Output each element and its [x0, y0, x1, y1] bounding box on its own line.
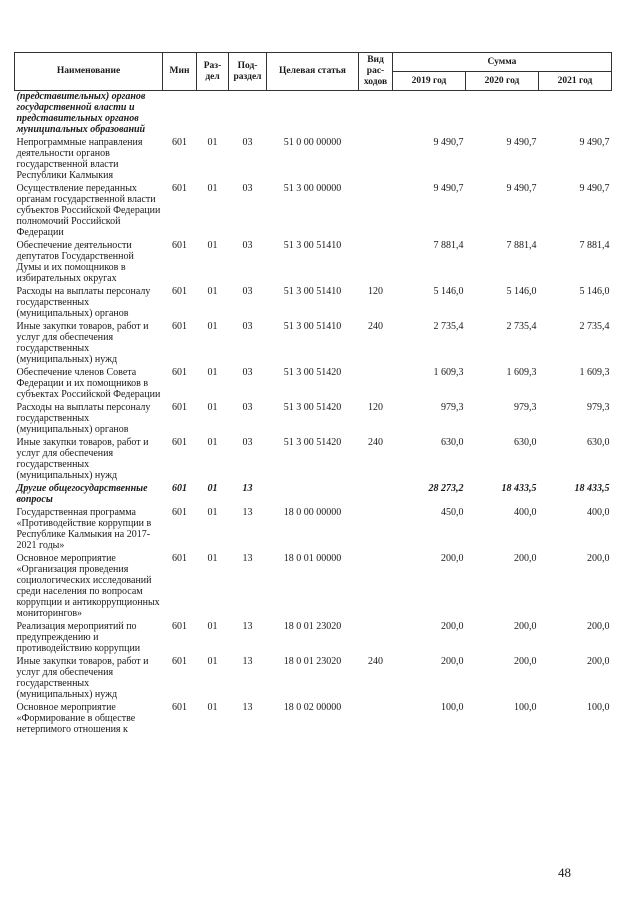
cell-vid: [359, 619, 393, 654]
cell-2020: 400,0: [514, 507, 537, 518]
table-row: [15, 619, 612, 654]
cell-target: 51 3 00 51410: [283, 321, 342, 332]
cell-2020: 9 490,7: [506, 137, 537, 148]
cell-vid: [359, 505, 393, 551]
cell-podrazdel: 13: [242, 621, 253, 632]
table-row: [15, 505, 612, 551]
cell-target: 51 3 00 51410: [283, 240, 342, 251]
cell-podrazdel: 03: [242, 367, 253, 378]
cell-name: Иные закупки товаров, работ и услуг для обеспечения государственных (муниципальных) нужд: [16, 437, 149, 481]
cell-podrazdel: 03: [242, 286, 253, 297]
cell-2020: 200,0: [514, 621, 537, 632]
cell-name: Другие общегосударственные вопросы: [16, 483, 148, 505]
cell-razdel: 01: [207, 483, 218, 494]
cell-min: 601: [172, 402, 187, 413]
cell-2021: 7 881,4: [579, 240, 610, 251]
cell-2019: 5 146,0: [433, 286, 464, 297]
cell-podrazdel: 13: [242, 507, 253, 518]
cell-razdel: 01: [207, 137, 218, 148]
cell-name: Обеспечение деятельности депутатов Государственной Думы и их помощников в избирательных округах: [16, 240, 134, 284]
table-row: [15, 284, 612, 319]
cell-2021: 100,0: [587, 702, 610, 713]
cell-vid: [359, 91, 393, 136]
page-number: 48: [558, 865, 571, 880]
cell-podrazdel: 03: [242, 183, 253, 194]
cell-target: 51 3 00 51420: [283, 437, 342, 448]
cell-name: Основное мероприятие «Формирование в обществе нетерпимого отношения к: [16, 702, 136, 735]
table-row: [15, 91, 612, 136]
cell-vid: 120: [368, 402, 383, 413]
cell-2021: 9 490,7: [579, 183, 610, 194]
cell-podrazdel: 03: [242, 402, 253, 413]
cell-podrazdel: 13: [242, 553, 253, 564]
cell-razdel: 01: [207, 240, 218, 251]
cell-2021: 200,0: [587, 656, 610, 667]
cell-razdel: 01: [207, 553, 218, 564]
cell-target: 18 0 01 23020: [283, 621, 342, 632]
cell-name: Расходы на выплаты персоналу государственных (муниципальных) органов: [16, 286, 151, 319]
cell-vid: [359, 700, 393, 735]
cell-razdel: 01: [207, 702, 218, 713]
cell-razdel: 01: [207, 402, 218, 413]
cell-name: Реализация мероприятий по предупреждению и противодействию коррупции: [16, 621, 141, 654]
cell-podrazdel: [229, 91, 267, 136]
cell-2021: 5 146,0: [579, 286, 610, 297]
cell-razdel: 01: [207, 183, 218, 194]
cell-vid: 240: [368, 321, 383, 332]
table-row: [15, 700, 612, 735]
table-row: [15, 238, 612, 284]
cell-2021: 200,0: [587, 553, 610, 564]
cell-name: Государственная программа «Противодействие коррупции в Республике Калмыкия на 2017-2021 годы»: [16, 507, 152, 551]
cell-2020: 200,0: [514, 656, 537, 667]
cell-2019: 979,3: [441, 402, 464, 413]
cell-min: 601: [172, 507, 187, 518]
cell-min: 601: [172, 286, 187, 297]
table-row: [15, 551, 612, 619]
cell-target: [267, 91, 359, 136]
table-row: [15, 365, 612, 400]
cell-2020: 2 735,4: [506, 321, 537, 332]
cell-vid: 240: [368, 656, 383, 667]
cell-name: Иные закупки товаров, работ и услуг для обеспечения государственных (муниципальных) нужд: [16, 321, 149, 365]
cell-target: 51 3 00 51420: [283, 402, 342, 413]
header-year-2021: 2021 год: [539, 72, 612, 91]
cell-2020: 18 433,5: [501, 483, 537, 494]
cell-razdel: 01: [207, 656, 218, 667]
cell-target: 18 0 02 00000: [283, 702, 342, 713]
table-row: [15, 400, 612, 435]
header-sum: Сумма: [393, 53, 612, 72]
cell-2020: 630,0: [514, 437, 537, 448]
cell-min: 601: [172, 621, 187, 632]
header-min: Мин: [163, 53, 197, 91]
cell-2020: 979,3: [514, 402, 537, 413]
cell-2019: 200,0: [441, 621, 464, 632]
cell-target: 51 3 00 00000: [283, 183, 342, 194]
cell-2021: 1 609,3: [579, 367, 610, 378]
cell-2021: 200,0: [587, 621, 610, 632]
cell-razdel: 01: [207, 286, 218, 297]
table-row: [15, 481, 612, 505]
cell-2020: 100,0: [514, 702, 537, 713]
header-name: Наименование: [15, 53, 163, 91]
cell-podrazdel: 13: [242, 656, 253, 667]
cell-min: 601: [172, 483, 187, 494]
cell-2019: 28 273,2: [428, 483, 464, 494]
cell-razdel: 01: [207, 507, 218, 518]
cell-vid: [359, 238, 393, 284]
cell-2019: 7 881,4: [433, 240, 464, 251]
cell-min: 601: [172, 702, 187, 713]
table-row: [15, 435, 612, 481]
cell-2020: [466, 91, 539, 136]
cell-2019: [393, 91, 466, 136]
cell-2019: 200,0: [441, 553, 464, 564]
cell-target: 51 3 00 51420: [283, 367, 342, 378]
cell-razdel: [197, 91, 229, 136]
cell-name: Обеспечение членов Совета Федерации и их помощников в субъектах Российской Федерации: [16, 367, 161, 400]
table-row: [15, 654, 612, 700]
cell-min: 601: [172, 321, 187, 332]
cell-podrazdel: 13: [242, 702, 253, 713]
cell-min: 601: [172, 656, 187, 667]
cell-name: Основное мероприятие «Организация проведения социологических исследований среди населения по вопросам коррупции и антикоррупционных мониторингов»: [16, 553, 160, 619]
cell-min: [163, 91, 197, 136]
cell-2020: 5 146,0: [506, 286, 537, 297]
cell-target: 18 0 01 23020: [283, 656, 342, 667]
cell-razdel: 01: [207, 437, 218, 448]
cell-target: 51 3 00 51410: [283, 286, 342, 297]
cell-name: (представительных) органов государственной власти и представительных органов муниципальных образований: [16, 91, 146, 135]
cell-2019: 630,0: [441, 437, 464, 448]
cell-podrazdel: 03: [242, 437, 253, 448]
cell-target: 18 0 00 00000: [283, 507, 342, 518]
cell-razdel: 01: [207, 321, 218, 332]
cell-2020: 9 490,7: [506, 183, 537, 194]
cell-2021: 9 490,7: [579, 137, 610, 148]
table-row: [15, 319, 612, 365]
cell-name: Осуществление переданных органам государственной власти субъектов Российской Федерации полномочий Российской Федерации: [16, 183, 161, 238]
cell-razdel: 01: [207, 621, 218, 632]
table-row: [15, 135, 612, 181]
cell-min: 601: [172, 437, 187, 448]
cell-vid: [359, 365, 393, 400]
cell-min: 601: [172, 367, 187, 378]
header-podrazdel: Под-раздел: [229, 53, 267, 91]
cell-2021: 979,3: [587, 402, 610, 413]
table-row: [15, 181, 612, 238]
header-year-2019: 2019 год: [393, 72, 466, 91]
cell-podrazdel: 13: [242, 483, 253, 494]
cell-2021: [539, 91, 612, 136]
cell-podrazdel: 03: [242, 137, 253, 148]
cell-vid: 120: [368, 286, 383, 297]
header-razdel: Раз-дел: [197, 53, 229, 91]
cell-vid: [359, 181, 393, 238]
cell-vid: 240: [368, 437, 383, 448]
cell-2019: 9 490,7: [433, 183, 464, 194]
cell-razdel: 01: [207, 367, 218, 378]
cell-2020: 200,0: [514, 553, 537, 564]
cell-min: 601: [172, 240, 187, 251]
header-vid: Вид рас-ходов: [359, 53, 393, 91]
cell-target: [267, 481, 359, 505]
cell-podrazdel: 03: [242, 321, 253, 332]
cell-vid: [359, 135, 393, 181]
cell-2021: 400,0: [587, 507, 610, 518]
cell-vid: [359, 551, 393, 619]
cell-2020: 7 881,4: [506, 240, 537, 251]
cell-min: 601: [172, 137, 187, 148]
cell-2019: 9 490,7: [433, 137, 464, 148]
cell-name: Расходы на выплаты персоналу государственных (муниципальных) органов: [16, 402, 151, 435]
header-target: Целевая статья: [267, 53, 359, 91]
cell-2021: 630,0: [587, 437, 610, 448]
cell-2019: 200,0: [441, 656, 464, 667]
cell-2019: 1 609,3: [433, 367, 464, 378]
cell-2019: 100,0: [441, 702, 464, 713]
cell-min: 601: [172, 553, 187, 564]
cell-2020: 1 609,3: [506, 367, 537, 378]
table-body: [15, 91, 612, 736]
cell-2019: 2 735,4: [433, 321, 464, 332]
header-year-2020: 2020 год: [466, 72, 539, 91]
cell-podrazdel: 03: [242, 240, 253, 251]
cell-vid: [359, 481, 393, 505]
cell-target: 51 0 00 00000: [283, 137, 342, 148]
cell-2021: 2 735,4: [579, 321, 610, 332]
cell-target: 18 0 01 00000: [283, 553, 342, 564]
cell-name: Иные закупки товаров, работ и услуг для обеспечения государственных (муниципальных) нужд: [16, 656, 149, 700]
cell-min: 601: [172, 183, 187, 194]
budget-table: [14, 52, 612, 735]
cell-2019: 450,0: [441, 507, 464, 518]
cell-name: Непрограммные направления деятельности органов государственной власти Республики Калмыкия: [16, 137, 143, 181]
cell-2021: 18 433,5: [574, 483, 610, 494]
